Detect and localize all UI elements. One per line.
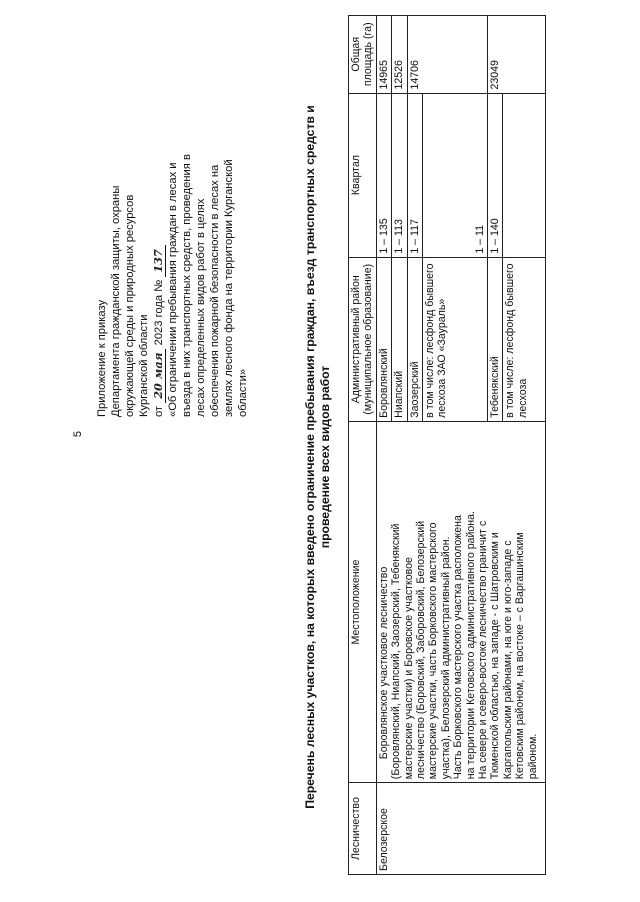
area-cell: 14706 <box>407 16 487 94</box>
location-line: мастерские участки, часть Борковского мастерского <box>427 522 440 780</box>
appendix-header <box>95 107 250 417</box>
location-line: На севере и северо-востоке лесничество граничит с <box>477 520 490 780</box>
appendix-line: въезда в них транспортных средств, проведения в <box>181 154 193 417</box>
appendix-line: Приложение к приказу <box>96 299 108 417</box>
appendix-line: окружающей среды и природных ресурсов <box>124 194 136 417</box>
appendix-line: землях лесного фонда на территории Курганской <box>223 159 235 417</box>
district-cell: в том числе: лесфонд бывшего лесхоза <box>503 257 546 421</box>
quarter-cell: 1 – 11 <box>423 93 488 257</box>
order-year: 2023 года № <box>153 279 165 346</box>
district-cell: Тебенякский <box>488 257 503 421</box>
location-line: Часть Борковского мастерского участка расположена <box>452 515 465 780</box>
appendix-line: «Об ограничении пребывания граждан в лесах и <box>167 162 179 417</box>
appendix-line: Курганской области <box>138 314 150 417</box>
appendix-line: обеспечения пожарной безопасности в лесах на <box>209 164 221 417</box>
quarter-cell: 1 – 117 <box>407 93 422 257</box>
district-cell: Боровлянский <box>376 257 391 421</box>
location-line: Тюменской областью, на западе - с Шатровским и <box>489 532 502 780</box>
district-cell: в том числе: лесфонд бывшего лесхоза ЗАО «Заураль» <box>423 257 488 421</box>
area-cell: 23049 <box>488 16 546 94</box>
location-line: лесничество (Боровский, Заборовский, Белозерский <box>415 520 428 780</box>
location-line: на территории Кетовского административного района. <box>464 511 477 780</box>
area-cell: 14965 <box>376 16 391 94</box>
title-line-2: проведение всех видов работ <box>318 365 332 549</box>
quarter-cell: 1 – 140 <box>488 93 503 257</box>
district-cell: Ниапский <box>392 257 407 421</box>
quarter-cell: 1 – 135 <box>376 93 391 257</box>
table-row <box>376 16 391 875</box>
location-cell <box>376 421 546 782</box>
location-line: участка), Белозерский административный район. <box>439 536 452 780</box>
location-line: Боровлянское участковое лесничество <box>377 566 390 760</box>
quarter-cell <box>503 93 546 257</box>
header-location: Местоположение <box>349 421 377 782</box>
quarter-cell: 1 – 113 <box>392 93 407 257</box>
location-line: (Боровлянский, Ниапский, Заозерский, Тебенякский <box>390 523 403 780</box>
forest-areas-table <box>348 15 546 875</box>
handwritten-number: 137 <box>151 245 166 276</box>
appendix-line: Департамента гражданской защиты, охраны <box>110 185 122 417</box>
document-title <box>303 27 333 887</box>
forestry-cell: Белозерское <box>376 783 546 875</box>
order-prefix: от <box>153 405 165 417</box>
rotated-document <box>95 7 615 887</box>
appendix-line: лесах определенных видов работ в целях <box>195 198 207 417</box>
page-number: 5 <box>72 430 84 438</box>
header-forestry: Лесничество <box>349 783 377 875</box>
appendix-line: области» <box>237 368 249 417</box>
title-line-1: Перечень лесных участков, на которых введено ограничение пребывания граждан, въезд транспортных средств и <box>303 105 317 809</box>
handwritten-date: 20 мая <box>151 349 166 403</box>
header-quarter: Квартал <box>349 93 377 257</box>
table-header-row <box>349 16 377 875</box>
header-district: Административный район (муниципальное образование) <box>349 257 377 421</box>
location-line: Каргапольским районами, на юге и юго-западе с <box>501 540 514 780</box>
location-line: мастерские участки) и Боровское участковое <box>402 557 415 780</box>
location-line: Кетовским районом, на востоке – с Варгашинским <box>514 532 527 780</box>
location-line: районом. <box>526 733 539 780</box>
header-area: Общая площадь (га) <box>349 16 377 94</box>
area-cell: 12526 <box>392 16 407 94</box>
district-cell: Заозерский <box>407 257 422 421</box>
order-date-line <box>151 107 166 417</box>
